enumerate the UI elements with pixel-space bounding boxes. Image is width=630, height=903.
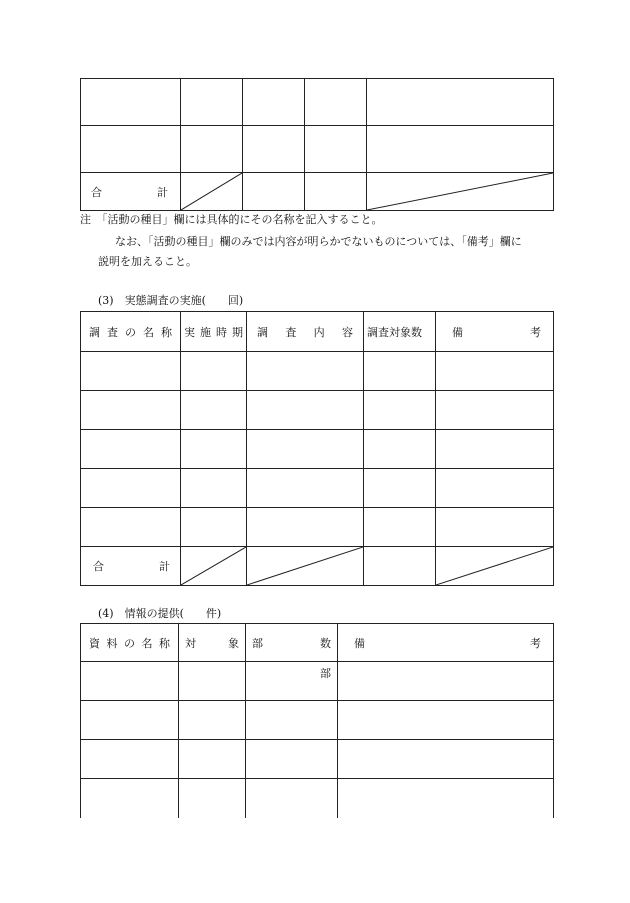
table-row — [81, 662, 554, 701]
diagonal-line — [181, 547, 246, 585]
header-row — [81, 312, 554, 352]
total-label-second: 計 — [159, 560, 170, 573]
table-row — [81, 430, 554, 469]
table-row — [81, 469, 554, 508]
diagonal-line — [436, 547, 553, 585]
header-targets: 調査対象数 — [364, 312, 436, 352]
activity-table — [80, 78, 554, 211]
diagonal-cell — [247, 547, 364, 586]
diagonal-line — [367, 173, 553, 210]
diagonal-cell — [181, 547, 247, 586]
header-remarks: 備 考 — [338, 624, 554, 662]
total-label-cell — [81, 547, 181, 586]
diagonal-line — [247, 547, 363, 585]
table-row — [81, 126, 554, 173]
header-row — [81, 624, 554, 662]
total-row — [81, 547, 554, 586]
copies-cell — [246, 662, 338, 701]
header-copies: 部 数 — [246, 624, 338, 662]
total-row — [81, 173, 554, 211]
table-row — [81, 701, 554, 740]
info-table — [80, 623, 554, 818]
diagonal-cell — [436, 547, 554, 586]
table-row — [81, 508, 554, 547]
total-label-first: 合 — [91, 185, 102, 199]
header-content: 調 査 内 容 — [247, 312, 364, 352]
survey-table — [80, 311, 554, 586]
header-material-name: 資 料 の 名 称 — [81, 624, 179, 662]
total-label-second: 計 — [157, 185, 168, 199]
diagonal-cell — [181, 173, 243, 211]
header-survey-name: 調 査 の 名 称 — [81, 312, 181, 352]
note-line-2: なお、「活動の種目」欄のみでは内容が明らかでないものについては、「備考」欄に — [115, 235, 522, 248]
section4-heading: (4) 情報の提供( 件) — [98, 607, 222, 620]
header-period: 実 施 時 期 — [181, 312, 247, 352]
total-label-cell — [81, 173, 181, 211]
diagonal-line — [181, 173, 242, 210]
total-label-first: 合 — [93, 560, 104, 573]
table-row — [81, 352, 554, 391]
copies-unit: 部 — [320, 667, 331, 680]
header-target: 対 象 — [179, 624, 246, 662]
note-line-1: 注 「活動の種目」欄には具体的にその名称を記入すること。 — [80, 213, 383, 226]
section3-heading: (3) 実態調査の実施( 回) — [98, 294, 244, 307]
header-remarks: 備 考 — [436, 312, 554, 352]
table-row — [81, 779, 554, 818]
table-row — [81, 740, 554, 779]
note-line-3: 説明を加えること。 — [98, 255, 197, 268]
table-row — [81, 391, 554, 430]
table-row — [81, 79, 554, 126]
diagonal-cell — [367, 173, 554, 211]
